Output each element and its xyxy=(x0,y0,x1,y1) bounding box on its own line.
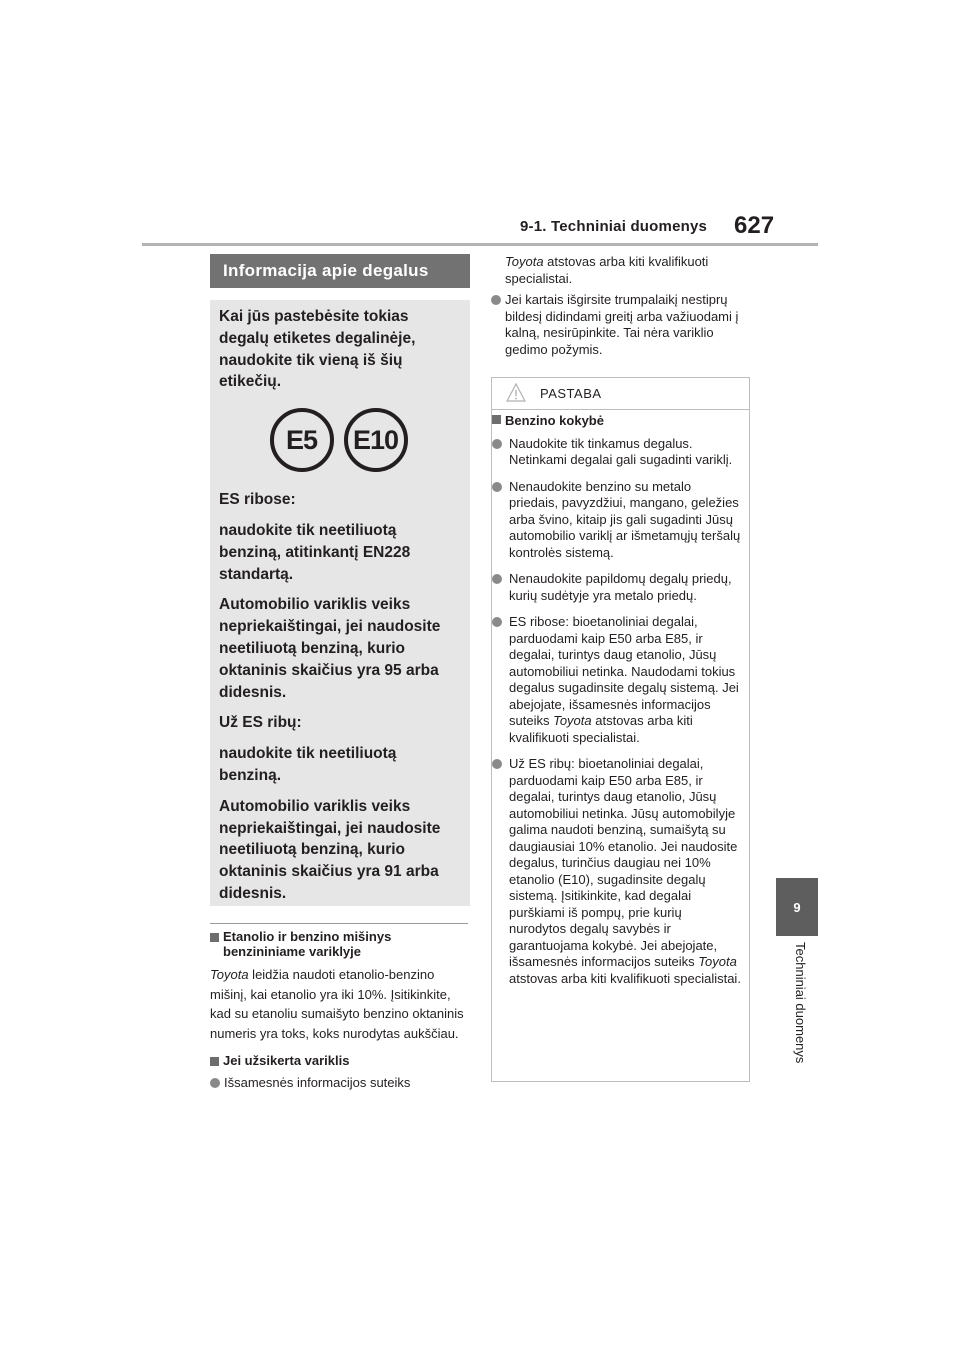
square-bullet-icon xyxy=(210,1057,219,1066)
ethanol-section xyxy=(210,930,470,1091)
ethanol-heading: Etanolio ir benzino mišinys benzininiame variklyje xyxy=(223,929,392,959)
eu-title: ES ribose: xyxy=(219,491,296,509)
chapter-label: Techniniai duomenys xyxy=(793,942,808,1064)
eu-text-2: Automobilio variklis veiks nepriekaištingai, jei naudosite neetiliuotą benziną, kurio oktaninis skaičius yra 95 arba didesnis. xyxy=(219,596,441,701)
brand-name: Toyota xyxy=(505,254,544,269)
chapter-tab xyxy=(776,878,818,936)
bullet-dot-icon xyxy=(492,482,502,492)
fuel-label-e10: E10 xyxy=(344,408,408,472)
brand-name: Toyota xyxy=(553,713,592,728)
bullet-dot-icon xyxy=(492,439,502,449)
bullet-dot-icon xyxy=(492,574,502,584)
non-eu-title: Už ES ribų: xyxy=(219,714,302,732)
ethanol-text: leidžia naudoti etanolio-benzino mišinį, kai etanolio yra iki 10%. Įsitikinkite, kad su etanoliu sumaišyto benzino oktaninis numeris yra toks, koks nurodytas aukščiau. xyxy=(210,967,464,1041)
note-heading: Benzino kokybė xyxy=(505,413,604,428)
list-item: ES ribose: bioetanoliniai degalai, parduodami kaip E50 arba E85, ir degalai, turintys daug etanolio, Jūsų automobiliui netinka. Naudodami tokius degalus sugadinsite degalų sistemą. Jei abejojate, išsamesnės informacijos suteiks Toyota atstovas arba kiti kvalifikuoti specialistai. xyxy=(492,614,741,746)
brand-name: Toyota xyxy=(210,967,249,982)
bullet-dot-icon xyxy=(492,759,502,769)
non-eu-text-1: naudokite tik neetiliuotą benziną. xyxy=(219,745,397,784)
chapter-number: 9 xyxy=(793,899,801,915)
square-bullet-icon xyxy=(492,415,501,424)
list-item: Išsamesnės informacijos suteiks xyxy=(210,1075,470,1092)
header-divider xyxy=(142,243,818,246)
bullet-dot-icon xyxy=(492,617,502,627)
list-item: Jei kartais išgirsite trumpalaikį nestiprų bildesį didindami greitį arba važiuodami į kalną, nesirūpinkite. Tai nėra variklio gedimo požymis. xyxy=(491,292,753,358)
non-eu-text-2: Automobilio variklis veiks nepriekaištingai, jei naudosite neetiliuotą benziną, kurio oktaninis skaičius yra 91 arba didesnis. xyxy=(219,797,441,902)
list-item: Nenaudokite benzino su metalo priedais, pavyzdžiui, mangano, geležies arba švino, kitaip jis gali sugadinti Jūsų automobilio variklį ar išmetamųjų teršalų kontrolės sistemą. xyxy=(492,479,741,562)
bullet-dot-icon xyxy=(210,1078,220,1088)
list-item: Nenaudokite papildomų degalų priedų, kurių sudėtyje yra metalo priedų. xyxy=(492,571,741,604)
page-number: 627 xyxy=(734,212,775,239)
right-column-text xyxy=(491,254,753,358)
warning-icon xyxy=(506,383,526,403)
info-intro: Kai jūs pastebėsite tokias degalų etiketes degalinėje, naudokite tik vieną iš šių etikečių. xyxy=(219,308,416,391)
bullet-dot-icon xyxy=(491,295,501,305)
note-content xyxy=(492,410,749,987)
list-item: Už ES ribų: bioetanoliniai degalai, parduodami kaip E50 arba E85, ir degalai, turintys daug etanolio, Jūsų automobiliui netinka. Jūsų automobilyje galima naudoti benziną, sumaišytą su daugiausiai 10% etanolio. Jei naudosite degalus, turinčius daugiau nei 10% etanolio (E10), sugadinsite degalų sistemą. Įsitikinkite, kad degalai purškiami iš pompų, prie kurių nurodytos degalų savybės ir garantuojama kokybė. Jei abejojate, išsamesnės informacijos suteiks Toyota atstovas arba kiti kvalifikuoti specialistai. xyxy=(492,756,741,987)
fuel-label-e5: E5 xyxy=(270,408,334,472)
ethanol-paragraph xyxy=(210,965,468,1043)
knock-heading: Jei užsikerta variklis xyxy=(223,1053,350,1068)
info-box-body xyxy=(210,300,470,906)
brand-name: Toyota xyxy=(698,954,737,969)
continued-paragraph: Toyota atstovas arba kiti kvalifikuoti specialistai. xyxy=(505,254,709,286)
note-box xyxy=(491,377,750,1082)
section-divider xyxy=(210,923,468,924)
eu-text-1: naudokite tik neetiliuotą benziną, atitinkantį EN228 standartą. xyxy=(219,521,411,583)
list-item: Naudokite tik tinkamus degalus. Netinkami degalai gali sugadinti variklį. xyxy=(492,436,741,469)
note-title: PASTABA xyxy=(540,386,602,401)
section-title: 9-1. Techniniai duomenys xyxy=(520,218,708,235)
square-bullet-icon xyxy=(210,933,219,942)
info-box-title: Informacija apie degalus xyxy=(210,254,470,288)
note-header xyxy=(492,378,749,410)
fuel-labels xyxy=(217,408,460,472)
